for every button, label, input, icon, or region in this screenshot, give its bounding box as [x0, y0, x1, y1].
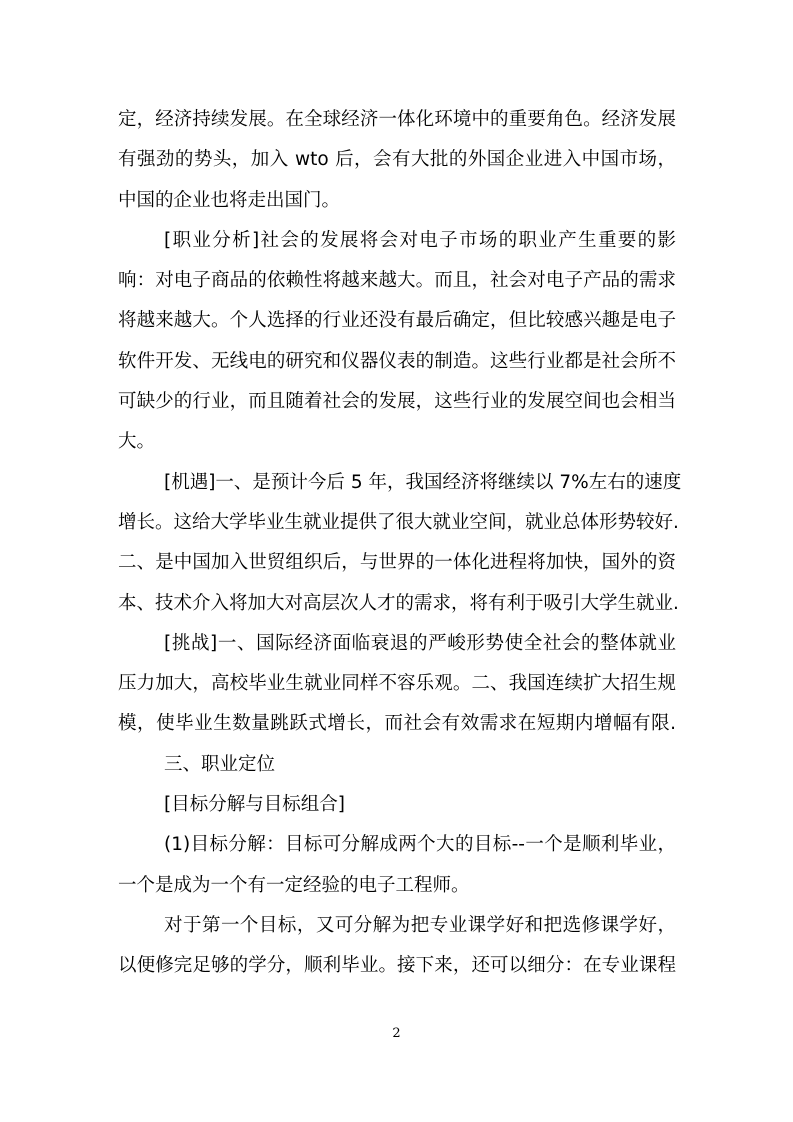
section-heading: 三、职业定位: [164, 753, 276, 775]
text-line: 有强劲的势头，加入 wto 后，会有大批的外国企业进入中国市场，: [118, 149, 676, 171]
text-line: 对于第一个目标，又可分解为把专业课学好和把选修课学好，: [164, 914, 676, 936]
text-line: 将越来越大。个人选择的行业还没有最后确定，但比较感兴趣是电子: [118, 310, 676, 332]
text-line: 以便修完足够的学分，顺利毕业。接下来，还可以细分：在专业课程: [118, 955, 676, 977]
page-number: 2: [392, 1026, 401, 1041]
text-line: 中国的企业也将走出国门。: [118, 189, 341, 211]
text-line: 增长。这给大学毕业生就业提供了很大就业空间，就业总体形势较好.: [118, 511, 679, 533]
text-line: 一个是成为一个有一定经验的电子工程师。: [118, 874, 470, 896]
text-line: 模，使毕业生数量跳跃式增长，而社会有效需求在短期内增幅有限.: [118, 713, 676, 735]
text-line: 软件开发、无线电的研究和仪器仪表的制造。这些行业都是社会所不: [118, 350, 676, 372]
subsection-heading: [目标分解与目标组合]: [164, 794, 345, 816]
text-line: 响：对电子商品的依赖性将越来越大。而且，社会对电子产品的需求: [118, 270, 676, 292]
text-line: 可缺少的行业，而且随着社会的发展，这些行业的发展空间也会相当: [118, 391, 676, 413]
body-text: [118, 100, 682, 987]
text-line: [挑战]一、国际经济面临衰退的严峻形势使全社会的整体就业: [164, 632, 676, 654]
text-line: (1)目标分解：目标可分解成两个大的目标--一个是顺利毕业，: [164, 834, 676, 856]
text-line: 本、技术介入将加大对高层次人才的需求，将有利于吸引大学生就业.: [118, 592, 679, 614]
text-line: [机遇]一、是预计今后 5 年，我国经济将继续以 7%左右的速度: [164, 471, 682, 493]
text-line: 压力加大，高校毕业生就业同样不容乐观。二、我国连续扩大招生规: [118, 673, 676, 695]
text-line: 大。: [118, 431, 156, 453]
text-line: 定，经济持续发展。在全球经济一体化环境中的重要角色。经济发展: [118, 109, 676, 130]
text-line: 二、是中国加入世贸组织后，与世界的一体化进程将加快，国外的资: [118, 552, 676, 574]
text-line: [职业分析]社会的发展将会对电子市场的职业产生重要的影: [164, 229, 676, 251]
